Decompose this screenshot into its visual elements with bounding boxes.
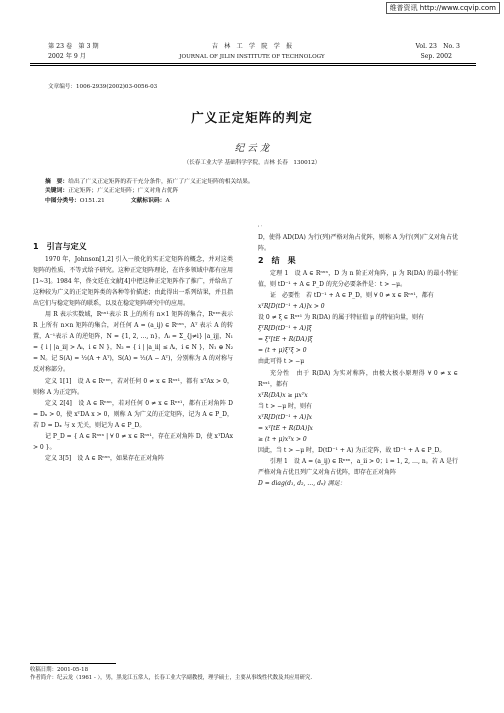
- header-date-cn: 2002 年 9 月: [48, 53, 86, 60]
- lemma-1: 引理 1 设 A = (a_ij) ∈ Rⁿˣⁿ，a_ii > 0；i = 1, 2, …, n。若 A 是行严格对角占优且列广义对角占优阵，即存在正对角阵: [258, 457, 458, 476]
- doc-code-label: 文献标识码：: [130, 197, 166, 204]
- footnote-rule: [30, 663, 116, 664]
- header-volume-issue: 第 23 卷 第 3 期: [48, 43, 99, 50]
- top-mark: ' ′: [258, 225, 263, 231]
- watermark: 维普资讯 http://www.cqvip.com: [386, 2, 500, 14]
- header-vol-no: Vol. 23 No. 3: [415, 43, 460, 50]
- received-date: 收稿日期：2001-05-18: [30, 667, 89, 673]
- clc: O151.21: [79, 197, 105, 204]
- left-column: [33, 240, 233, 464]
- paper-title: 广义正定矩阵的判定: [191, 110, 313, 125]
- equation-1: xᵀR[D(tD⁻¹ + A)]x > 0: [258, 303, 325, 311]
- theorem-1: 定理 1 设 A ∈ Rⁿˣⁿ，D 为 n 阶正对角阵，μ 为 R(DA) 的最小特征值，则 tD⁻¹ + A ∈ P_D 的充分必要条件是：t > −μ。: [258, 270, 458, 289]
- abstract-block: [45, 178, 465, 206]
- header-date-en: Sep. 2002: [420, 53, 452, 60]
- equation-4b: = xᵀ[tE + R(DA)]x: [258, 424, 313, 432]
- definition-3: 定义 3[5] 设 A ∈ Rⁿˣⁿ，如果存在正对角阵: [45, 454, 164, 462]
- proof-necessity: 证 必要性 若 tD⁻¹ + A ∈ P_D，则 ∀ 0 ≠ x ∈ Rⁿˣ¹，都有: [270, 292, 434, 300]
- equation-2a: ξᵀR[D(tD⁻¹ + A)]ξ: [258, 325, 312, 333]
- equation-4c: ≥ (t + μ)xᵀx > 0: [258, 435, 307, 443]
- definition-3-continued: D，使得 AD(DA) 为行(列)严格对角占优阵，则称 A 为行(列)广义对角占优阵。: [258, 234, 458, 253]
- equation-3: xᵀR(DA)x ≥ μxᵀx: [258, 391, 308, 399]
- definition-2: 定义 2[4] 设 A ∈ Rⁿˣⁿ，若对任何 0 ≠ x ∈ Rⁿˣ¹，都有正对角阵 D = Dₓ > 0，使 xᵀDA x > 0，则称 A 为广义的正定矩阵，记为 A ∈ P_D，若 D = Dₓ 与 x 无关，则记为 A ∈ P_D。: [33, 399, 233, 429]
- abstract-label: 摘 要：: [45, 179, 69, 185]
- equation-2c: = (t + μ)ξᵀξ > 0: [258, 347, 307, 355]
- intro-paragraph: 1970 年，Johnson[1,2] 引入一般化的实正定矩阵的概念，并对这类矩阵的性质、不等式给予研究。这种正定矩阵理论，在许多领域中都有应用[1~3]。1984 年，佟文廷在文献[4]中把这种正定矩阵作了推广，并给出了这种较为广义的正定矩阵类的各种等价描述；由此得出一系列结果，并且指出它们与稳定矩阵的联系，以及在稳定矩阵研究中的应用。: [33, 256, 233, 308]
- pd-set-definition: 记 P_D = { A ∈ Rⁿˣⁿ | ∀ 0 ≠ x ∈ Rⁿˣ¹，存在正对角阵 D，使 xᵀDAx > 0 }。: [33, 432, 233, 451]
- header-rule-2: [30, 65, 476, 66]
- doc-code: A: [165, 197, 170, 204]
- header-journal-en: JOURNAL OF JILIN INSTITUTE OF TECHNOLOGY: [179, 54, 325, 60]
- definition-1: 定义 1[1] 设 A ∈ Rⁿˣⁿ，若对任何 0 ≠ x ∈ Rⁿˣ¹，都有 xᵀAx > 0，则称 A 为正定阵。: [33, 377, 233, 396]
- footnote: [30, 666, 476, 682]
- when-line: 当 t > −μ 时，则有: [258, 402, 312, 410]
- keywords: 正定矩阵；广义正定矩阵；广义对角占优阵: [68, 188, 179, 195]
- author: 纪 云 龙: [234, 143, 270, 154]
- thus-line: 由此可得 t > −μ: [258, 358, 305, 366]
- proof-sufficiency: 充分性 由于 R(DA) 为实对称阵，由极大极小原理得 ∀ 0 ≠ x ∈ Rⁿˣ¹，都有: [258, 369, 458, 388]
- notation-paragraph: 用 R 表示实数域，Rⁿˣ¹表示 R 上的所有 n×1 矩阵的集合，Rⁿˣⁿ表示 R 上所有 n×n 矩阵的集合，对任何 A = (a_ij) ∈ Rⁿˣⁿ，Aᵀ 表示 A 的转置，A⁻¹表示 A 的逆矩阵，N = {1, 2, …, n}，Λᵢ = Σ_{j≠i} |a_ij|，N₁ = { i | |a_ii| > Λᵢ，i ∈ N }，N₂ = { i | |a_ii| ≤ Λᵢ，i ∈ N }，N₁ ⊕ N₂ = N。记 S(A) = ½(A + Aᵀ)，S(A) = ½(A − Aᵀ)，分别称为 A 的对称与反对称部分。: [33, 311, 233, 374]
- section-1-heading: 1 引言与定义: [33, 242, 87, 251]
- affiliation: （长春工业大学 基础科学学院，吉林 长春 130012）: [183, 160, 321, 166]
- author-info: 作者简介：纪云龙（1961 - ），男，黑龙江五常人，长春工业大学副教授，理学硕士，主要从事线性代数及其应用研究.: [30, 675, 313, 681]
- abstract-text: 给出了广义正定矩阵的若干充分条件，拓广了广义正定矩阵的相关结果。: [68, 179, 254, 185]
- equation-2b: = ξᵀ[tE + R(DA)]ξ: [258, 336, 313, 344]
- equation-4a: xᵀR[D(tD⁻¹ + A)]x: [258, 413, 312, 421]
- eigenvector-paragraph: 设 0 ≠ ξ ∈ Rⁿˣ¹ 为 R(DA) 的属于特征值 μ 的特征向量，则有: [258, 314, 424, 322]
- equation-5: D = diag(d₁, d₂, …, dₙ) 满足：: [258, 479, 346, 487]
- conclusion-paragraph: 因此，当 t > −μ 时，D(tD⁻¹ + A) 为正定阵，故 tD⁻¹ + A ∈ P_D。: [258, 446, 446, 454]
- keywords-label: 关键词：: [45, 188, 69, 195]
- right-column: [258, 224, 458, 489]
- header-journal-cn: 吉 林 工 学 院 学 报: [211, 43, 293, 50]
- header-rule: [30, 63, 476, 64]
- clc-label: 中图分类号：: [45, 197, 80, 204]
- section-2-heading: 2 结 果: [258, 256, 296, 266]
- article-id: 文章编号：1006-2939(2002)03-0056-03: [48, 84, 158, 90]
